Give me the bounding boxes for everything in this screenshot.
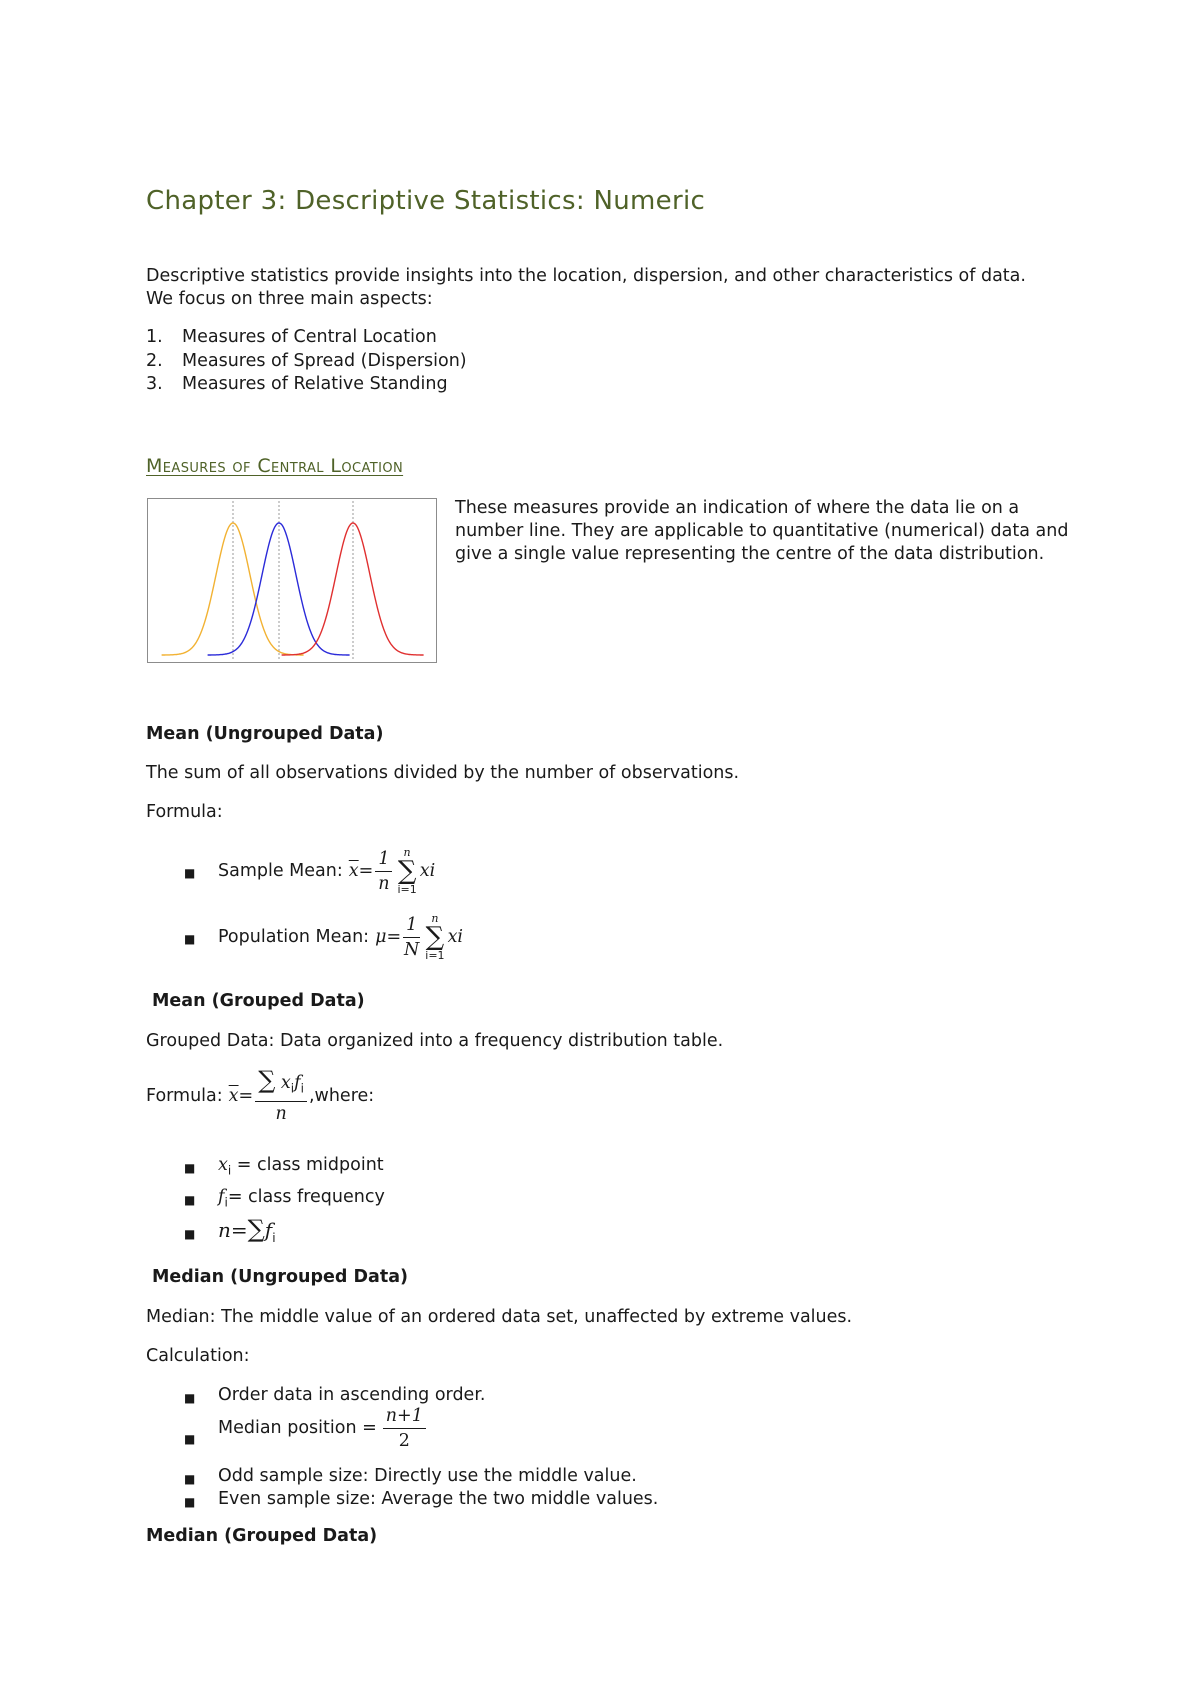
- intro-paragraph: Descriptive statistics provide insights into the location, dispersion, and other characteristics of data. We focus on three main aspects:: [146, 266, 1026, 309]
- bullet-icon: ■: [184, 932, 196, 946]
- n-plus-1-over-2: $\frac{n+1}{2}$: [383, 1404, 426, 1453]
- odd-size-rule: Odd sample size: Directly use the middle value.: [218, 1466, 637, 1486]
- median-definition: Median: The middle value of an ordered data set, unaffected by extreme values.: [146, 1307, 853, 1327]
- one-over-N: $\frac{1}{N}$: [404, 914, 420, 960]
- list-number: 2.: [146, 350, 163, 371]
- even-size-rule: Even sample size: Average the two middle values.: [218, 1489, 659, 1509]
- fi-desc: = class frequency: [227, 1187, 385, 1207]
- population-mean: [218, 912, 463, 962]
- page-title: Chapter 3: Descriptive Statistics: Numeric: [146, 186, 706, 216]
- grouped-mean-formula: [146, 1068, 374, 1126]
- distribution-chart: [148, 499, 436, 662]
- list-item: [146, 350, 467, 374]
- xi-symbol: $x_i$: [218, 1155, 232, 1178]
- bullet-icon: ■: [184, 1432, 196, 1446]
- median-position-label: Median position =: [218, 1418, 377, 1438]
- list-text: Measures of Spread (Dispersion): [182, 350, 467, 371]
- median-position: [218, 1404, 428, 1453]
- equals-sign: =: [358, 860, 374, 881]
- xi-term: xi: [419, 860, 436, 881]
- sample-mean: [218, 846, 435, 896]
- bullet-icon: ■: [184, 1193, 196, 1207]
- step-order: Order data in ascending order.: [218, 1385, 486, 1405]
- fi-symbol: $f_i$: [218, 1187, 228, 1210]
- formula-label: Formula:: [146, 802, 223, 822]
- xbar-symbol: $\overline{x}$: [228, 1086, 239, 1107]
- n-definition: $n=\sum f_i$: [218, 1215, 276, 1245]
- calculation-label: Calculation:: [146, 1346, 250, 1366]
- sample-mean-label: Sample Mean:: [218, 860, 343, 881]
- sigma-icon: n ∑ i=1: [425, 912, 445, 962]
- list-text: Measures of Relative Standing: [182, 374, 448, 394]
- grouped-definition: Grouped Data: Data organized into a frequency distribution table.: [146, 1031, 724, 1051]
- mu-symbol: μ: [375, 926, 387, 947]
- list-number: 1.: [146, 327, 163, 347]
- bullet-icon: ■: [184, 1472, 196, 1486]
- bullet-icon: ■: [184, 1391, 196, 1405]
- bullet-icon: ■: [184, 866, 196, 880]
- formula-label: Formula:: [146, 1086, 223, 1107]
- list-text: Measures of Central Location: [182, 327, 437, 347]
- list-item: [146, 326, 467, 350]
- fi-definition: [218, 1186, 385, 1215]
- equals-sign: =: [238, 1086, 254, 1107]
- sum-xf-over-n: $\frac{\sum x_if_i}{n}$: [255, 1068, 307, 1126]
- section-heading: Measures of Central Location: [146, 455, 404, 477]
- aspects-list: [146, 326, 467, 397]
- one-over-n: $\frac{1}{n}$: [375, 847, 392, 896]
- bullet-icon: ■: [184, 1495, 196, 1509]
- bullet-icon: ■: [184, 1161, 196, 1175]
- mean-definition: The sum of all observations divided by the number of observations.: [146, 763, 740, 783]
- where-text: ,where:: [308, 1086, 375, 1107]
- distribution-figure: [147, 498, 437, 663]
- xi-definition: [218, 1154, 384, 1183]
- xi-term: xi: [447, 926, 464, 947]
- mean-grouped-heading: Mean (Grouped Data): [152, 991, 365, 1011]
- xbar-symbol: $\overline{x}$: [348, 860, 359, 881]
- bullet-icon: ■: [184, 1227, 196, 1241]
- sigma-icon: n ∑ i=1: [397, 846, 417, 896]
- median-ungrouped-heading: Median (Ungrouped Data): [152, 1267, 408, 1287]
- xi-desc: = class midpoint: [231, 1155, 384, 1175]
- median-grouped-heading: Median (Grouped Data): [146, 1526, 378, 1546]
- list-item: [146, 373, 467, 397]
- population-mean-label: Population Mean:: [218, 926, 370, 947]
- equals-sign: =: [386, 926, 402, 947]
- list-number: 3.: [146, 374, 163, 394]
- mean-ungrouped-heading: Mean (Ungrouped Data): [146, 724, 384, 744]
- figure-description: These measures provide an indication of where the data lie on a number line. They are applicable to quantitative (numerical) data and give a single value representing the centre of the data distribution.: [455, 498, 1069, 564]
